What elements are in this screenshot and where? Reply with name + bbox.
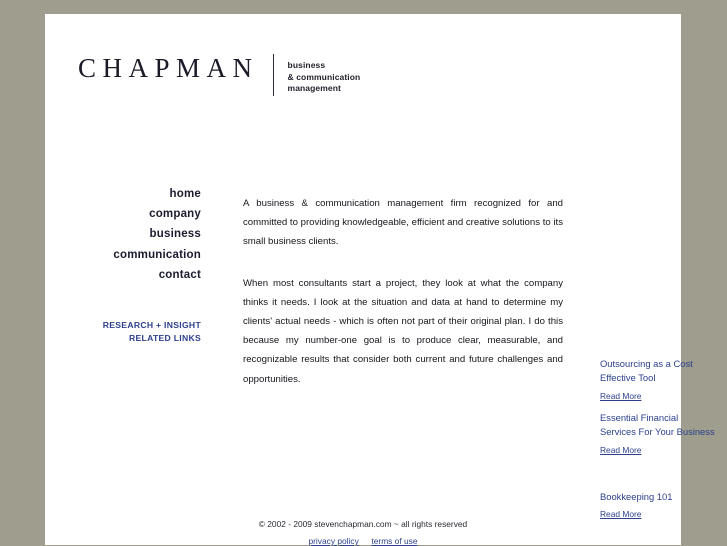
article-title-outsourcing[interactable]: Outsourcing as a Cost Effective Tool (600, 358, 693, 384)
nav-item-contact[interactable]: contact (158, 268, 201, 281)
article-link-item (600, 357, 715, 404)
logo-tagline (274, 51, 361, 95)
article-read-more-bookkeeping[interactable]: Read More (600, 509, 642, 520)
nav-item-related-links[interactable]: RELATED LINKS (128, 333, 201, 343)
privacy-policy-link[interactable]: privacy policy (308, 536, 359, 546)
secondary-nav (45, 319, 201, 345)
nav-item-research-insight[interactable]: RESEARCH + INSIGHT (102, 320, 201, 330)
article-read-more-outsourcing[interactable]: Read More (600, 390, 642, 401)
logo-tagline-line-2: & communication (287, 71, 361, 82)
page-footer (45, 517, 681, 546)
nav-item-communication[interactable]: communication (113, 248, 201, 261)
approach-paragraph: When most consultants start a project, they look at what the company thinks it needs. I look at the situation and data at hand to determine my clients' actual needs - which is often not part of their original plan. I do this because my number-one goal is to produce clear, measurable, and recognizable results that consider both current and future challenges and opportunities. (243, 277, 563, 385)
primary-nav (45, 184, 201, 285)
article-title-bookkeeping[interactable]: Bookkeeping 101 (600, 490, 673, 502)
main-copy (243, 194, 563, 411)
logo-wordmark: CHAPMAN (78, 53, 259, 83)
nav-item-home[interactable]: home (169, 188, 201, 200)
copyright-text: © 2002 - 2009 stevenchapman.com ~ all rights reserved (258, 519, 468, 529)
site-logo[interactable] (78, 51, 360, 96)
intro-paragraph: A business & communication management firm recognized for and committed to providing knowledgeable, efficient and creative solutions to its small business clients. (243, 198, 563, 248)
logo-tagline-line-1: business (287, 60, 326, 70)
nav-item-company[interactable]: company (149, 208, 201, 221)
article-title-financial-services[interactable]: Essential Financial Services For Your Business (600, 411, 715, 438)
article-read-more-financial-services[interactable]: Read More (600, 444, 642, 455)
logo-tagline-line-3: management (287, 83, 341, 93)
page-canvas (45, 14, 715, 546)
article-spacer (600, 465, 715, 490)
terms-of-use-link[interactable]: terms of use (371, 536, 418, 546)
article-link-item (600, 411, 715, 458)
article-links-panel (600, 357, 715, 529)
nav-item-business[interactable]: business (149, 228, 201, 241)
